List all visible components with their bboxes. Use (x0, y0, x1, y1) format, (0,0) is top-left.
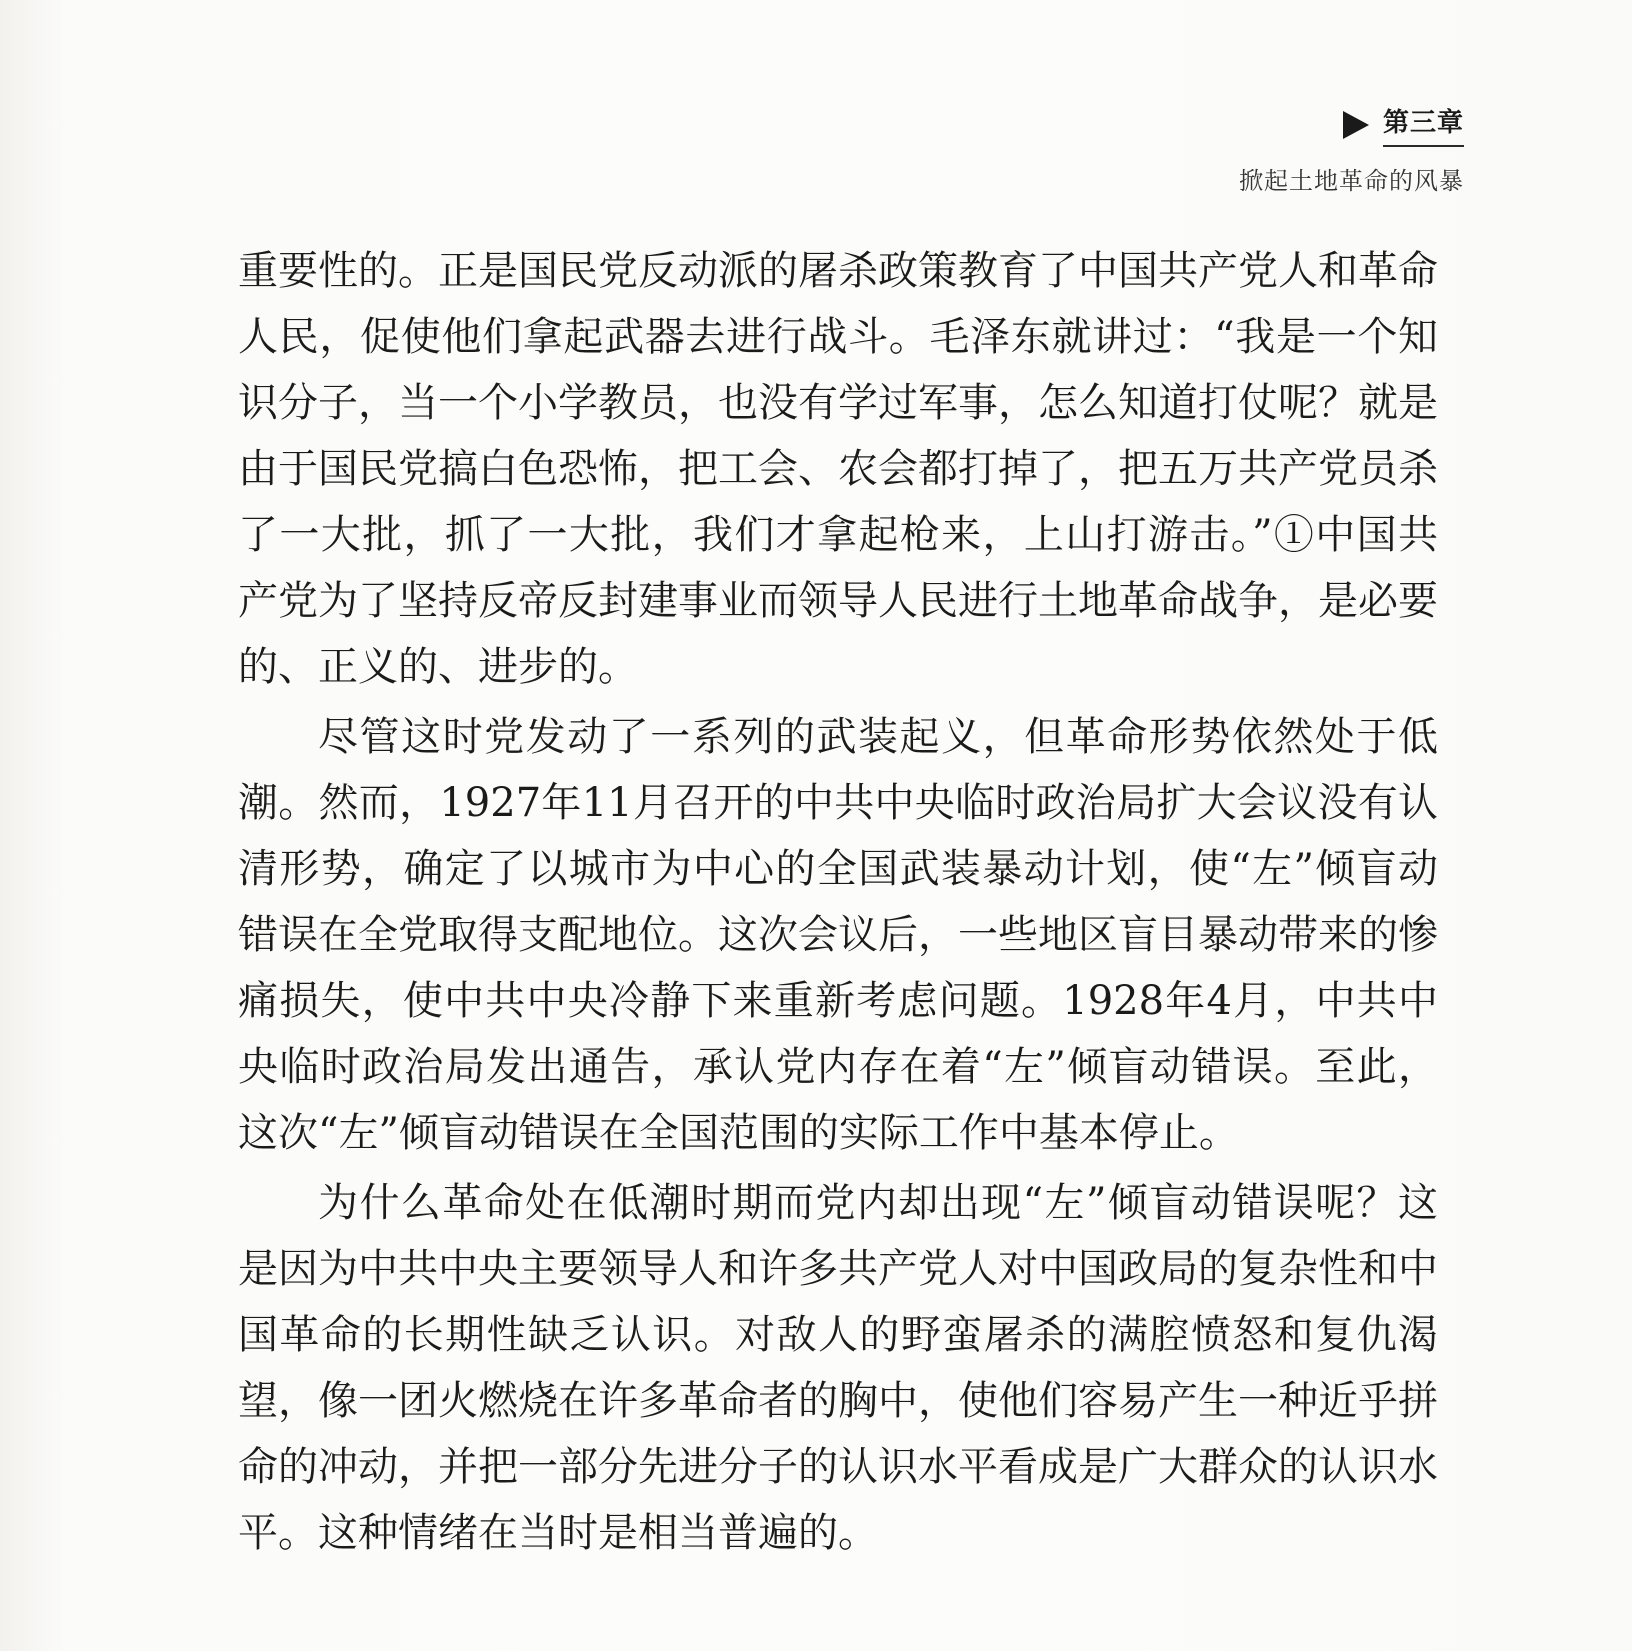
chapter-label: 第三章 (1383, 102, 1464, 147)
triangle-arrow-icon (1343, 111, 1369, 139)
running-head (1239, 102, 1464, 196)
paragraph-1: 重要性的。正是国民党反动派的屠杀政策教育了中国共产党人和革命人民，促使他们拿起武器去进行战斗。毛泽东就讲过：“我是一个知识分子，当一个小学教员，也没有学过军事，怎么知道打仗呢？就是由于国民党搞白色恐怖，把工会、农会都打掉了，把五万共产党员杀了一大批，抓了一大批，我们才拿起枪来，上山打游击。”①中国共产党为了坚持反帝反封建事业而领导人民进行土地革命战争，是必要的、正义的、进步的。 (238, 248, 1438, 690)
body-text (238, 238, 1438, 1566)
chapter-line (1239, 102, 1464, 147)
paragraph-2: 尽管这时党发动了一系列的武装起义，但革命形势依然处于低潮。然而，1927年11月召开的中共中央临时政治局扩大会议没有认清形势，确定了以城市为中心的全国武装暴动计划，使“左”倾盲动错误在全党取得支配地位。这次会议后，一些地区盲目暴动带来的惨痛损失，使中共中央冷静下来重新考虑问题。1928年4月，中共中央临时政治局发出通告，承认党内存在着“左”倾盲动错误。至此，这次“左”倾盲动错误在全国范围的实际工作中基本停止。 (238, 714, 1438, 1156)
paragraph-3: 为什么革命处在低潮时期而党内却出现“左”倾盲动错误呢？这是因为中共中央主要领导人和许多共产党人对中国政局的复杂性和中国革命的长期性缺乏认识。对敌人的野蛮屠杀的满腔愤怒和复仇渴望，像一团火燃烧在许多革命者的胸中，使他们容易产生一种近乎拼命的冲动，并把一部分先进分子的认识水平看成是广大群众的认识水平。这种情绪在当时是相当普遍的。 (238, 1180, 1438, 1556)
chapter-title: 掀起土地革命的风暴 (1239, 167, 1464, 195)
